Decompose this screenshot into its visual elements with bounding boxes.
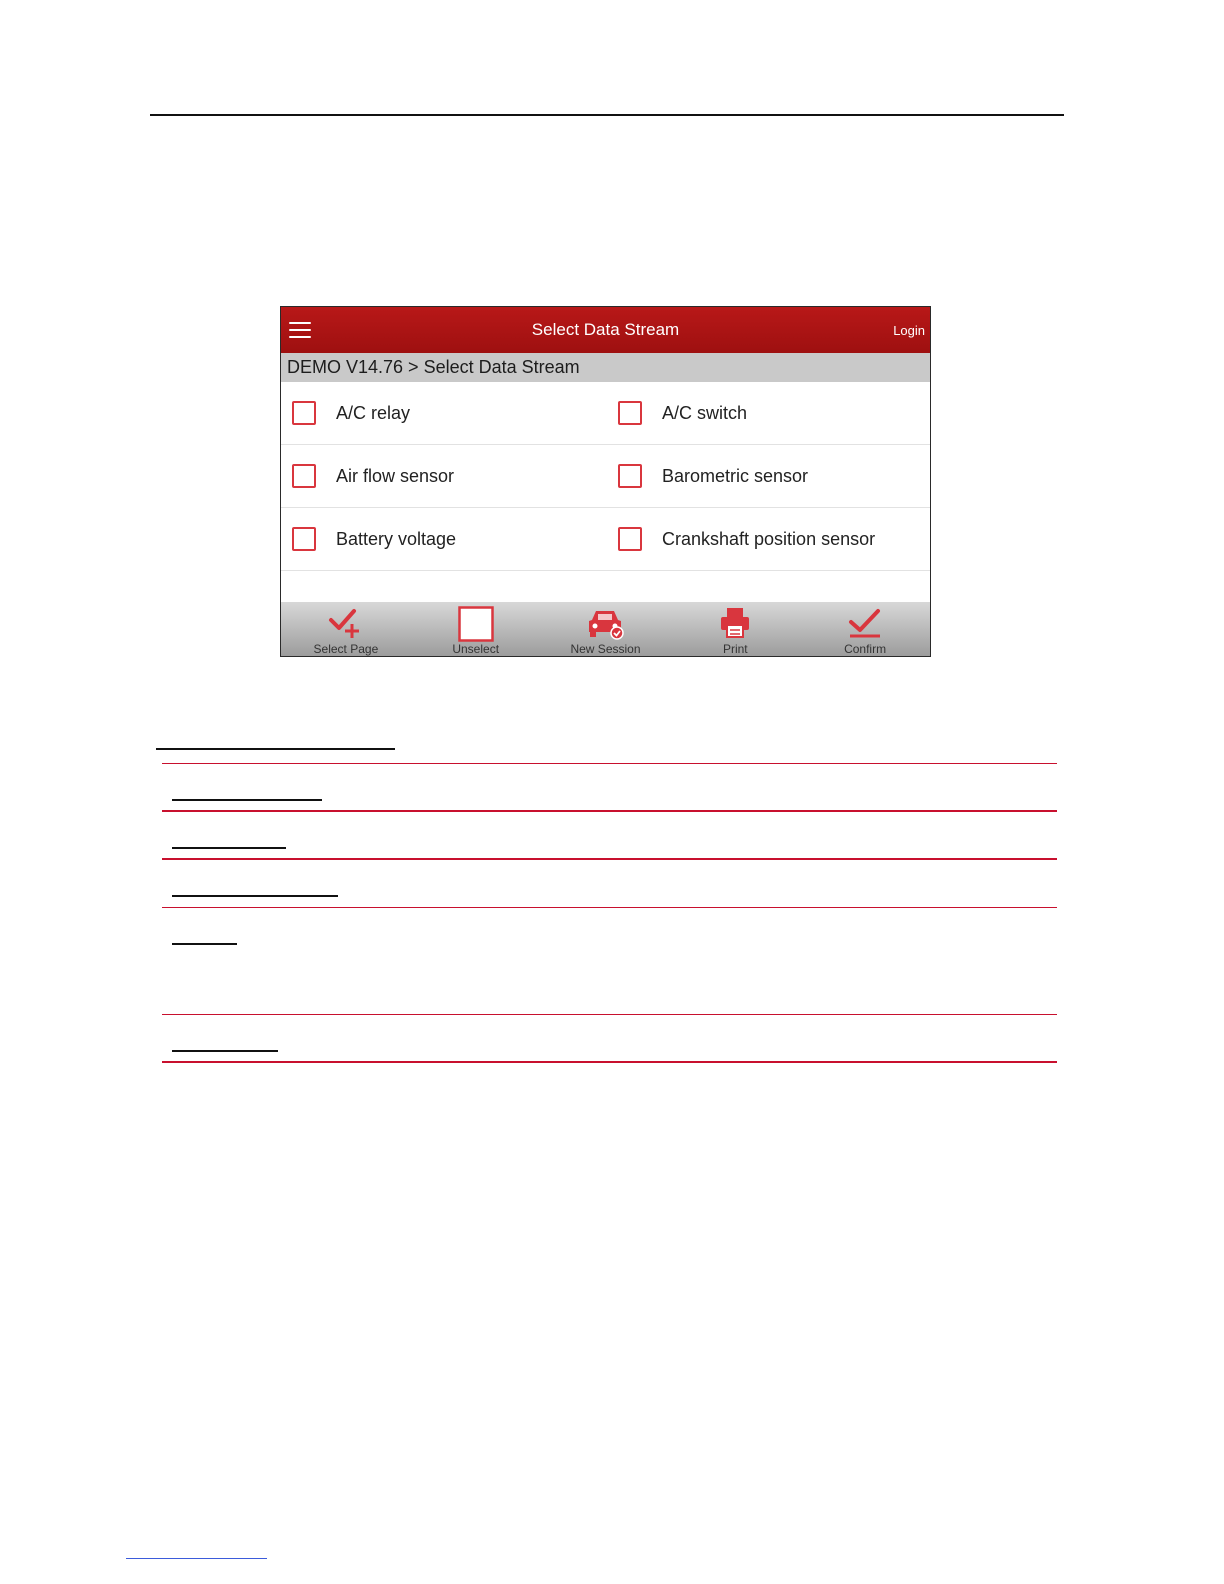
login-link[interactable]: Login <box>893 323 925 338</box>
list-item[interactable] <box>292 445 454 507</box>
table-top-border <box>162 763 1057 764</box>
new-session-button[interactable] <box>541 602 671 657</box>
breadcrumb: DEMO V14.76 > Select Data Stream <box>281 353 930 382</box>
row-term-underline <box>172 847 286 849</box>
app-bar <box>281 307 930 353</box>
row-term-underline <box>172 943 237 945</box>
checkbox[interactable] <box>292 464 316 488</box>
table-heading-underline <box>156 748 395 750</box>
confirm-label: Confirm <box>844 642 887 656</box>
list-row <box>281 382 930 445</box>
checkbox[interactable] <box>618 401 642 425</box>
list-item-label: Air flow sensor <box>336 465 455 486</box>
empty-checkbox-icon <box>458 606 494 642</box>
list-item[interactable] <box>618 382 747 444</box>
app-title: Select Data Stream <box>531 320 680 339</box>
list-item-label: Crankshaft position sensor <box>662 528 876 549</box>
list-item-label: Barometric sensor <box>662 465 809 486</box>
row-term-underline <box>172 799 322 801</box>
table-row-divider <box>162 858 1057 860</box>
confirm-button[interactable] <box>800 602 930 657</box>
row-term-underline <box>172 1050 278 1052</box>
unselect-label: Unselect <box>452 642 500 656</box>
bottom-toolbar <box>281 602 930 657</box>
checkbox[interactable] <box>618 464 642 488</box>
list-item[interactable] <box>618 445 808 507</box>
select-page-label: Select Page <box>313 642 379 656</box>
footer-link-underline[interactable] <box>126 1558 267 1559</box>
checkbox[interactable] <box>292 527 316 551</box>
app-screenshot <box>280 306 931 657</box>
page-header-rule <box>150 114 1064 116</box>
list-item[interactable] <box>292 508 456 570</box>
select-page-button[interactable] <box>281 602 411 657</box>
table-row-divider <box>162 1014 1057 1015</box>
list-item-label: A/C switch <box>662 402 748 423</box>
new-session-label: New Session <box>570 642 641 656</box>
list-item-label: Battery voltage <box>336 528 457 549</box>
checkmark-icon <box>847 606 883 640</box>
checkbox[interactable] <box>618 527 642 551</box>
table-row-divider <box>162 907 1057 908</box>
list-item-label: A/C relay <box>336 402 411 423</box>
list-item[interactable] <box>292 382 410 444</box>
unselect-button[interactable] <box>411 602 541 657</box>
list-item[interactable] <box>618 508 875 570</box>
print-label: Print <box>722 642 748 656</box>
row-term-underline <box>172 895 338 897</box>
check-plus-icon <box>328 606 364 640</box>
table-bottom-border <box>162 1061 1057 1063</box>
printer-icon <box>718 606 752 640</box>
data-stream-list <box>281 382 930 602</box>
list-row <box>281 445 930 508</box>
print-button[interactable] <box>670 602 800 657</box>
car-icon <box>585 606 625 640</box>
table-row-divider <box>162 810 1057 812</box>
list-row <box>281 508 930 571</box>
checkbox[interactable] <box>292 401 316 425</box>
